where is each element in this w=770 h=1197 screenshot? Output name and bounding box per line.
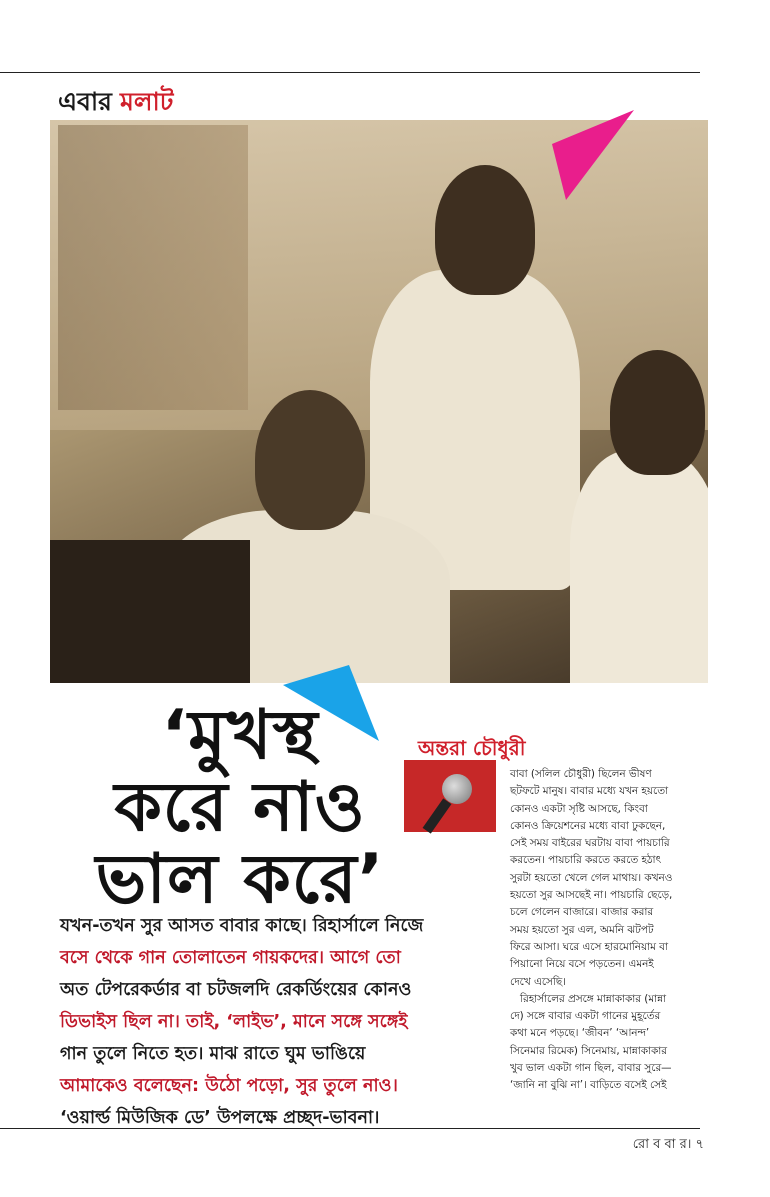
lead-line-6: আমাকেও বলেছেন: উঠো পড়ো, সুর তুলে নাও। bbox=[60, 1076, 398, 1096]
author-byline: অন্তরা চৌধুরী bbox=[418, 736, 526, 760]
headline-line-1: ‘মুখস্থ bbox=[161, 696, 319, 775]
body-line: দেখে এসেছি। bbox=[510, 975, 566, 988]
body-line: কোনও ক্রিয়েশনের মধ্যে বাবা ঢুকছেন, bbox=[510, 819, 666, 832]
lead-line-5: গান তুলে নিতে হত। মাঝ রাতে ঘুম ভাঙিয়ে bbox=[60, 1044, 366, 1064]
lead-line-4: ডিভাইস ছিল না। তাই, ‘লাইভ’, মানে সঙ্গে সঙ্গেই bbox=[60, 1012, 408, 1032]
body-line: সিনেমার রিমেক) সিনেমায়, মান্নাকাকার bbox=[510, 1044, 668, 1057]
body-line: ‘জানি না বুঝি না’। বাড়িতে বসেই সেই bbox=[510, 1079, 667, 1092]
section-label-part2: মলাট bbox=[119, 87, 174, 116]
lead-paragraph bbox=[60, 910, 500, 1134]
page-folio: রো ব বা র। ৭ bbox=[632, 1137, 704, 1152]
headline-line-2: করে নাও bbox=[114, 768, 366, 847]
body-line: কোনও একটা সৃষ্টি আসছে, কিংবা bbox=[510, 802, 648, 815]
body-line: ছটফটে মানুষ। বাবার মধ্যে যখন হয়তো bbox=[510, 785, 668, 798]
headline-line-3: ভাল করে’ bbox=[95, 840, 385, 919]
lead-line-7: ‘ওয়ার্ল্ড মিউজিক ডে’ উপলক্ষে প্রচ্ছদ-ভাবনা। bbox=[60, 1108, 380, 1128]
body-line: চলে গেলেন বাজারে। বাজার করার bbox=[510, 906, 654, 919]
body-line: সময় হয়তো সুর এল, অমনি ঝটপট bbox=[510, 923, 654, 936]
pink-triangle-decoration bbox=[552, 110, 636, 202]
lead-line-3: অত টেপরেকর্ডার বা চটজলদি রেকর্ডিংয়ের কোনও bbox=[60, 980, 412, 1000]
body-line: বাবা (সলিল চৌধুরী) ছিলেন ভীষণ bbox=[510, 768, 652, 780]
body-line: সেই সময় বাইরের ঘরটায় বাবা পায়চারি bbox=[510, 837, 670, 850]
body-line: হয়তো সুর আসছেই না। পায়চারি ছেড়ে, bbox=[510, 889, 673, 902]
body-line: ফিরে আসা। ঘরে এসে হারমোনিয়াম বা bbox=[510, 940, 668, 953]
microphone-icon bbox=[404, 760, 496, 832]
body-line: পিয়ানো নিয়ে বসে পড়তেন। এমনই bbox=[510, 958, 654, 971]
body-line: খুব ভাল একটা গান ছিল, বাবার সুরে— bbox=[510, 1062, 672, 1075]
lead-line-2: বসে থেকে গান তোলাতেন গায়কদের। আগে তো bbox=[60, 948, 401, 968]
body-line: করতেন। পায়চারি করতে করতে হঠাৎ bbox=[510, 854, 662, 867]
body-line: সুরটা হয়তো খেলে গেল মাথায়। কখনও bbox=[510, 871, 673, 884]
cover-photo bbox=[50, 120, 708, 683]
section-label-part1: এবার bbox=[58, 87, 112, 116]
bottom-rule bbox=[0, 1128, 700, 1129]
body-line: কথা মনে পড়ছে। ‘জীবন’ ‘আনন্দ’ bbox=[510, 1027, 650, 1040]
lead-line-1: যখন-তখন সুর আসত বাবার কাছে। রিহার্সালে নিজে bbox=[60, 916, 424, 936]
section-label bbox=[58, 82, 173, 125]
body-line: রিহার্সালের প্রসঙ্গে মান্নাকাকার (মান্না bbox=[520, 992, 667, 1005]
top-rule bbox=[0, 72, 700, 73]
headline bbox=[80, 696, 400, 919]
body-line: দে) সঙ্গে বাবার একটা গানের মুহূর্তের bbox=[510, 1010, 661, 1023]
body-column bbox=[510, 766, 708, 1095]
